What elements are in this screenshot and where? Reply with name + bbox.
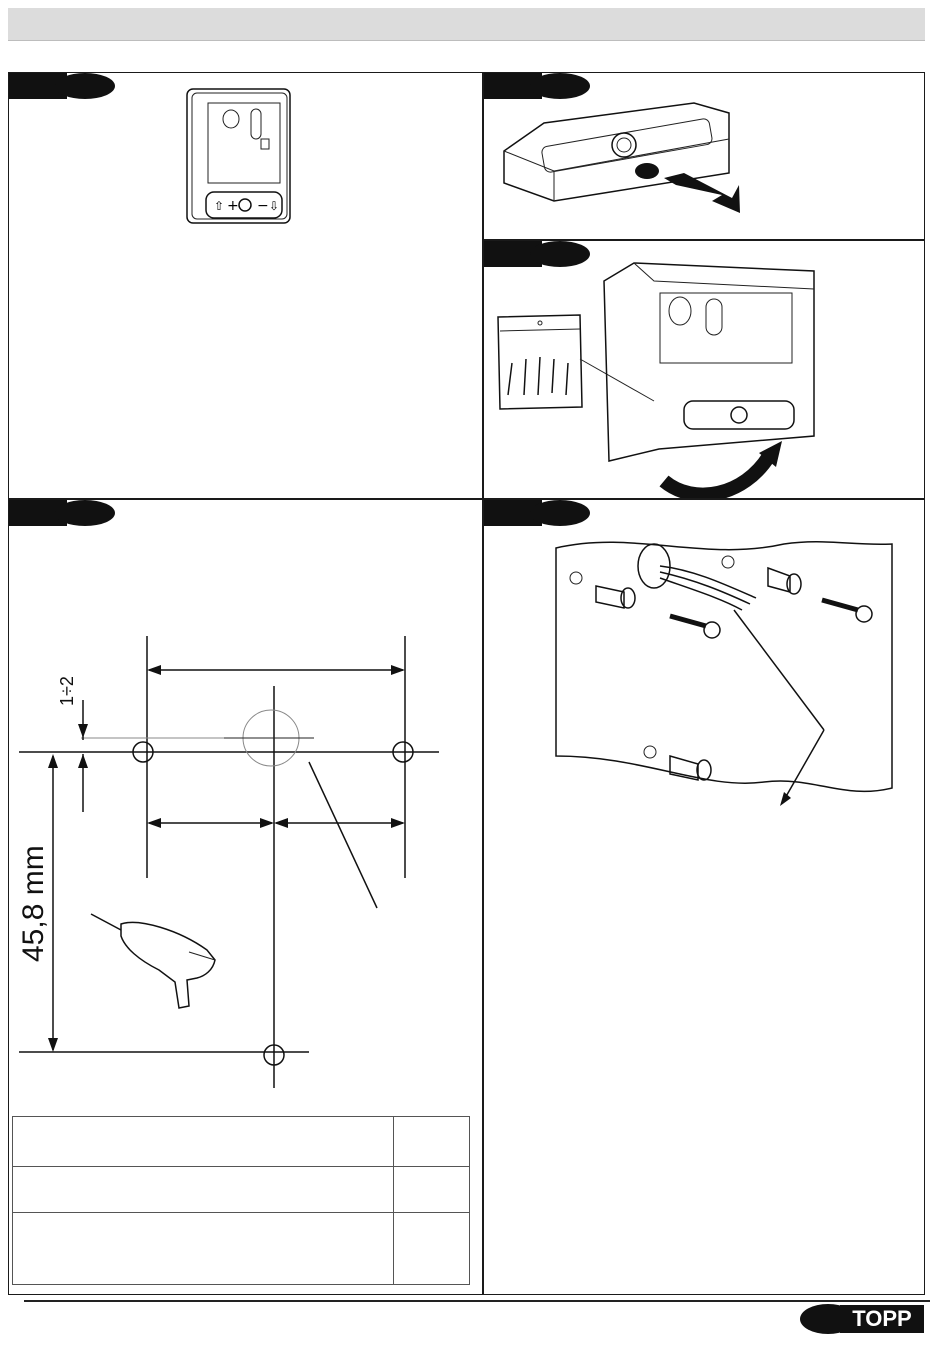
screw-icon xyxy=(822,600,872,622)
base-and-screws-illustration xyxy=(484,241,925,499)
panel-open-cover xyxy=(483,72,925,240)
up-arrow-icon: ⇧ xyxy=(214,199,225,213)
wall-plug-icon xyxy=(596,586,635,608)
table-row xyxy=(13,1117,470,1167)
minus-icon: − xyxy=(257,198,269,214)
header-bar xyxy=(8,8,925,41)
table-cell xyxy=(394,1117,470,1167)
wall-section xyxy=(556,542,892,792)
table-cell xyxy=(13,1167,394,1213)
cable-icon xyxy=(638,544,756,610)
brand-name: TOPP xyxy=(852,1306,912,1331)
table-cell xyxy=(394,1213,470,1285)
table-cell xyxy=(13,1213,394,1285)
panel-device-overview xyxy=(8,72,483,499)
rotate-arrow-icon xyxy=(664,456,769,495)
table-cell xyxy=(13,1117,394,1167)
offset-dimension-label: 1÷2 xyxy=(57,676,77,706)
panel-remove-base xyxy=(483,240,925,499)
drill-icon xyxy=(91,914,215,1008)
device-front-illustration xyxy=(9,73,483,499)
release-button-icon xyxy=(635,163,659,179)
plus-icon: + xyxy=(227,198,239,214)
wall-fixing-illustration xyxy=(484,500,925,1295)
down-arrow-icon: ⇩ xyxy=(269,199,280,213)
footer-rule xyxy=(24,1300,930,1302)
table-row xyxy=(13,1167,470,1213)
table-cell xyxy=(394,1167,470,1213)
screw-icon xyxy=(670,616,720,638)
brand-logo xyxy=(840,1305,924,1333)
push-arrow-icon xyxy=(664,173,740,213)
panel-wall-mounting xyxy=(483,499,925,1295)
screw-bag-icon xyxy=(498,315,582,409)
device-top-illustration xyxy=(484,73,925,240)
spec-table xyxy=(12,1116,470,1285)
wall-plug-icon xyxy=(768,568,801,594)
table-row xyxy=(13,1213,470,1285)
height-dimension-label: 45,8 mm xyxy=(17,845,50,962)
